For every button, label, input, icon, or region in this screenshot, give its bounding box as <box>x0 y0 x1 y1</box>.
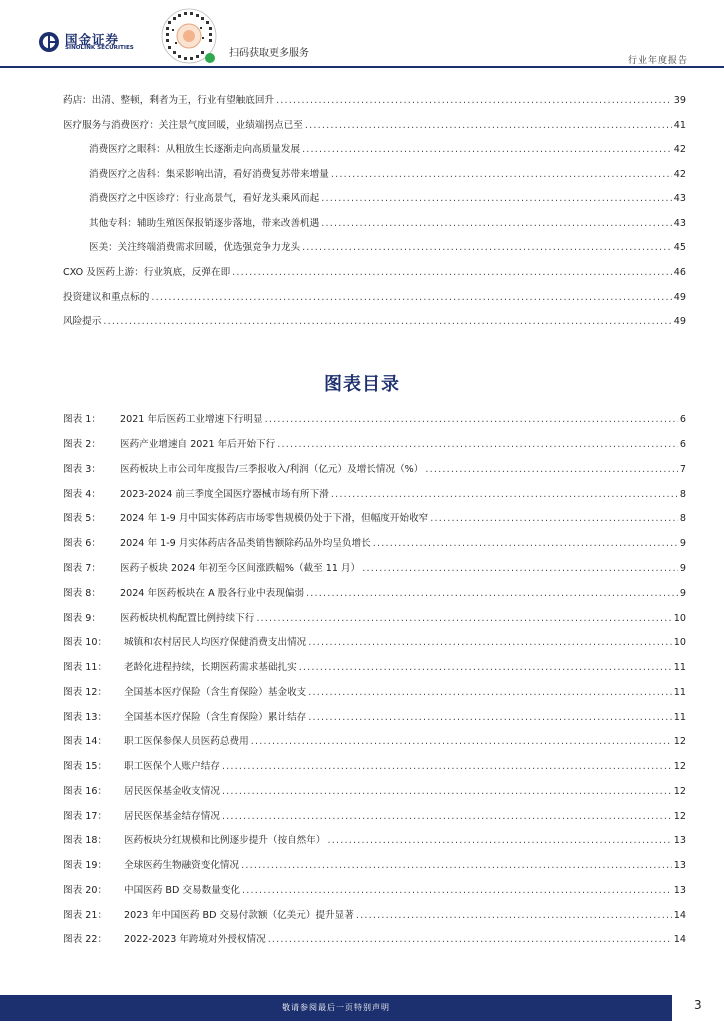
page-number: 3 <box>694 998 702 1012</box>
qr-code-icon[interactable] <box>160 7 218 65</box>
brand-name-cn: 国金证券 <box>65 32 120 47</box>
figure-title: 居民医保基金结存情况 <box>124 811 220 822</box>
figure-entry[interactable] <box>0 488 724 502</box>
figure-label: 图表 21： <box>63 910 108 921</box>
figure-entry[interactable] <box>0 661 724 675</box>
figure-page: 8 <box>679 489 686 500</box>
figure-entry[interactable] <box>0 413 724 427</box>
toc-leader-dots <box>222 785 672 799</box>
figure-label: 图表 16： <box>63 786 108 797</box>
figure-label: 图表 1： <box>63 414 101 425</box>
toc-entry-title: 投资建议和重点标的 <box>63 292 150 303</box>
figure-entry[interactable] <box>0 587 724 601</box>
toc-entry-page: 42 <box>673 169 686 180</box>
figure-entry[interactable] <box>0 810 724 824</box>
figure-label: 图表 13： <box>63 712 108 723</box>
toc-leader-dots <box>373 537 678 551</box>
toc-entry-title: 消费医疗之齿科：集采影响出清，看好消费复苏带来增量 <box>89 169 329 180</box>
figure-page: 12 <box>673 736 686 747</box>
figure-page: 14 <box>673 910 686 921</box>
toc-leader-dots <box>306 587 678 601</box>
toc-leader-dots <box>305 119 672 133</box>
figure-label: 图表 14： <box>63 736 108 747</box>
toc-leader-dots <box>321 217 672 231</box>
figure-page: 7 <box>679 464 686 475</box>
toc-leader-dots <box>308 686 672 700</box>
header-divider <box>0 66 724 68</box>
toc-leader-dots <box>232 266 672 280</box>
figure-title: 2023 年中国医药 BD 交易付款额（亿美元）提升显著 <box>124 910 354 921</box>
figure-entry[interactable] <box>0 686 724 700</box>
toc-leader-dots <box>222 810 672 824</box>
figure-entry[interactable] <box>0 735 724 749</box>
figure-label: 图表 4： <box>63 489 101 500</box>
figure-title: 全国基本医疗保险（含生育保险）累计结存 <box>124 712 307 723</box>
figure-entry[interactable] <box>0 785 724 799</box>
figure-title: 职工医保参保人员医药总费用 <box>124 736 249 747</box>
figure-title: 职工医保个人账户结存 <box>124 761 220 772</box>
toc-entry-title: CXO 及医药上游：行业筑底，反弹在即 <box>63 267 231 278</box>
figure-entry[interactable] <box>0 636 724 650</box>
toc-leader-dots <box>242 884 672 898</box>
brand-name-en: SINOLINK SECURITIES <box>65 45 134 51</box>
figure-page: 9 <box>679 563 686 574</box>
toc-leader-dots <box>331 168 672 182</box>
figure-label: 图表 7： <box>63 563 101 574</box>
figure-page: 6 <box>679 439 686 450</box>
figure-entry[interactable] <box>0 438 724 452</box>
toc-leader-dots <box>276 94 672 108</box>
toc-entry-page: 45 <box>673 242 686 253</box>
page-header <box>0 0 724 72</box>
toc-leader-dots <box>299 661 672 675</box>
figure-title: 全球医药生物融资变化情况 <box>124 860 240 871</box>
toc-leader-dots <box>302 143 672 157</box>
toc-entry-page: 43 <box>673 218 686 229</box>
figure-label: 图表 11： <box>63 662 108 673</box>
figure-page: 12 <box>673 786 686 797</box>
figure-title: 老龄化进程持续，长期医药需求基础扎实 <box>124 662 297 673</box>
toc-subentry[interactable] <box>0 143 724 157</box>
figure-label: 图表 10： <box>63 637 108 648</box>
figure-page: 6 <box>679 414 686 425</box>
figure-page: 11 <box>673 712 686 723</box>
toc-entry-page: 43 <box>673 193 686 204</box>
figure-title: 中国医药 BD 交易数量变化 <box>124 885 241 896</box>
figure-entry[interactable] <box>0 512 724 526</box>
toc-entry-title: 医美：关注终端消费需求回暖，优选强竞争力龙头 <box>89 242 301 253</box>
toc-leader-dots <box>103 315 671 329</box>
figures-list-heading: 图表目录 <box>324 374 400 395</box>
figure-title: 2023-2024 前三季度全国医疗器械市场有所下滑 <box>120 489 329 500</box>
figure-page: 10 <box>673 637 686 648</box>
toc-entry-page: 41 <box>673 120 686 131</box>
figure-page: 10 <box>673 613 686 624</box>
figure-title: 居民医保基金收支情况 <box>124 786 220 797</box>
figure-page: 12 <box>673 811 686 822</box>
figure-entry[interactable] <box>0 562 724 576</box>
toc-entry-page: 49 <box>673 316 686 327</box>
figure-entry[interactable] <box>0 537 724 551</box>
figure-label: 图表 9： <box>63 613 101 624</box>
figure-page: 9 <box>679 538 686 549</box>
toc-entry-page: 46 <box>673 267 686 278</box>
figure-entry[interactable] <box>0 909 724 923</box>
toc-leader-dots <box>308 636 672 650</box>
toc-leader-dots <box>268 933 672 947</box>
toc-entry[interactable] <box>0 119 724 133</box>
toc-entry[interactable] <box>0 266 724 280</box>
figure-label: 图表 2： <box>63 439 101 450</box>
toc-entry-page: 49 <box>673 292 686 303</box>
figure-label: 图表 18： <box>63 835 108 846</box>
toc-leader-dots <box>331 488 678 502</box>
figure-title: 2022-2023 年跨境对外授权情况 <box>124 934 266 945</box>
figure-title: 医药子板块 2024 年初至今区间涨跌幅%（截至 11 月） <box>120 563 361 574</box>
figure-label: 图表 22： <box>63 934 108 945</box>
toc-subentry[interactable] <box>0 168 724 182</box>
toc-entry[interactable] <box>0 94 724 108</box>
toc-leader-dots <box>356 909 672 923</box>
figure-entry[interactable] <box>0 859 724 873</box>
figure-label: 图表 15： <box>63 761 108 772</box>
toc-leader-dots <box>327 834 671 848</box>
figure-label: 图表 3： <box>63 464 101 475</box>
figure-page: 14 <box>673 934 686 945</box>
figure-label: 图表 17： <box>63 811 108 822</box>
figure-entry[interactable] <box>0 711 724 725</box>
figure-title: 全国基本医疗保险（含生育保险）基金收支 <box>124 687 307 698</box>
figure-label: 图表 19： <box>63 860 108 871</box>
figure-title: 医药产业增速自 2021 年后开始下行 <box>120 439 276 450</box>
toc-entry[interactable] <box>0 315 724 329</box>
toc-leader-dots <box>321 192 672 206</box>
toc-subentry[interactable] <box>0 192 724 206</box>
company-logo <box>38 30 148 56</box>
toc-leader-dots <box>277 438 678 452</box>
figure-entry[interactable] <box>0 834 724 848</box>
toc-leader-dots <box>222 760 672 774</box>
toc-entry-title: 药店：出清、整顿，剩者为王，行业有望触底回升 <box>63 95 275 106</box>
figure-page: 11 <box>673 687 686 698</box>
toc-leader-dots <box>256 612 671 626</box>
toc-entry-title: 消费医疗之眼科：从粗放生长逐渐走向高质量发展 <box>89 144 301 155</box>
toc-leader-dots <box>362 562 678 576</box>
footer-disclaimer: 敬请参阅最后一页特别声明 <box>282 1003 390 1012</box>
figure-page: 13 <box>673 885 686 896</box>
figure-page: 13 <box>673 835 686 846</box>
toc-entry-title: 其他专科：辅助生殖医保报销逐步落地，带来改善机遇 <box>89 218 320 229</box>
figure-title: 2024 年 1-9 月实体药店各品类销售额除药品外均呈负增长 <box>120 538 371 549</box>
figure-label: 图表 20： <box>63 885 108 896</box>
toc-entry-page: 39 <box>673 95 686 106</box>
figure-title: 城镇和农村居民人均医疗保健消费支出情况 <box>124 637 307 648</box>
figure-label: 图表 5： <box>63 513 101 524</box>
figure-title: 2021 年后医药工业增速下行明显 <box>120 414 263 425</box>
toc-subentry[interactable] <box>0 241 724 255</box>
toc-leader-dots <box>241 859 672 873</box>
figure-title: 2024 年医药板块在 A 股各行业中表现偏弱 <box>120 588 305 599</box>
toc-leader-dots <box>265 413 678 427</box>
figure-entry[interactable] <box>0 933 724 947</box>
figure-page: 12 <box>673 761 686 772</box>
toc-leader-dots <box>430 512 678 526</box>
toc-entry-page: 42 <box>673 144 686 155</box>
report-type-label: 行业年度报告 <box>627 56 688 66</box>
toc-leader-dots <box>425 463 677 477</box>
figure-entry[interactable] <box>0 612 724 626</box>
figure-page: 8 <box>679 513 686 524</box>
figure-entry[interactable] <box>0 463 724 477</box>
sinolink-logo-icon <box>38 31 60 53</box>
toc-entry[interactable] <box>0 291 724 305</box>
figure-label: 图表 8： <box>63 588 101 599</box>
toc-entry-title: 消费医疗之中医诊疗：行业高景气，看好龙头乘风而起 <box>89 193 320 204</box>
toc-leader-dots <box>308 711 672 725</box>
toc-subentry[interactable] <box>0 217 724 231</box>
toc-leader-dots <box>251 735 672 749</box>
figure-title: 医药板块机构配置比例持续下行 <box>120 613 255 624</box>
figure-label: 图表 12： <box>63 687 108 698</box>
figure-title: 医药板块上市公司年度报告/三季报收入/利润（亿元）及增长情况（%） <box>120 464 424 475</box>
scan-for-service-text: 扫码获取更多服务 <box>229 48 309 59</box>
figure-title: 2024 年 1-9 月中国实体药店市场零售规模仍处于下滑，但幅度开始收窄 <box>120 513 429 524</box>
figure-entry[interactable] <box>0 760 724 774</box>
figure-page: 11 <box>673 662 686 673</box>
toc-entry-title: 风险提示 <box>63 316 102 327</box>
figure-entry[interactable] <box>0 884 724 898</box>
figure-title: 医药板块分红规模和比例逐步提升（按自然年） <box>124 835 326 846</box>
figure-page: 9 <box>679 588 686 599</box>
figure-label: 图表 6： <box>63 538 101 549</box>
toc-entry-title: 医疗服务与消费医疗：关注景气度回暖，业绩端拐点已至 <box>63 120 303 131</box>
toc-leader-dots <box>151 291 671 305</box>
figure-page: 13 <box>673 860 686 871</box>
toc-leader-dots <box>302 241 672 255</box>
